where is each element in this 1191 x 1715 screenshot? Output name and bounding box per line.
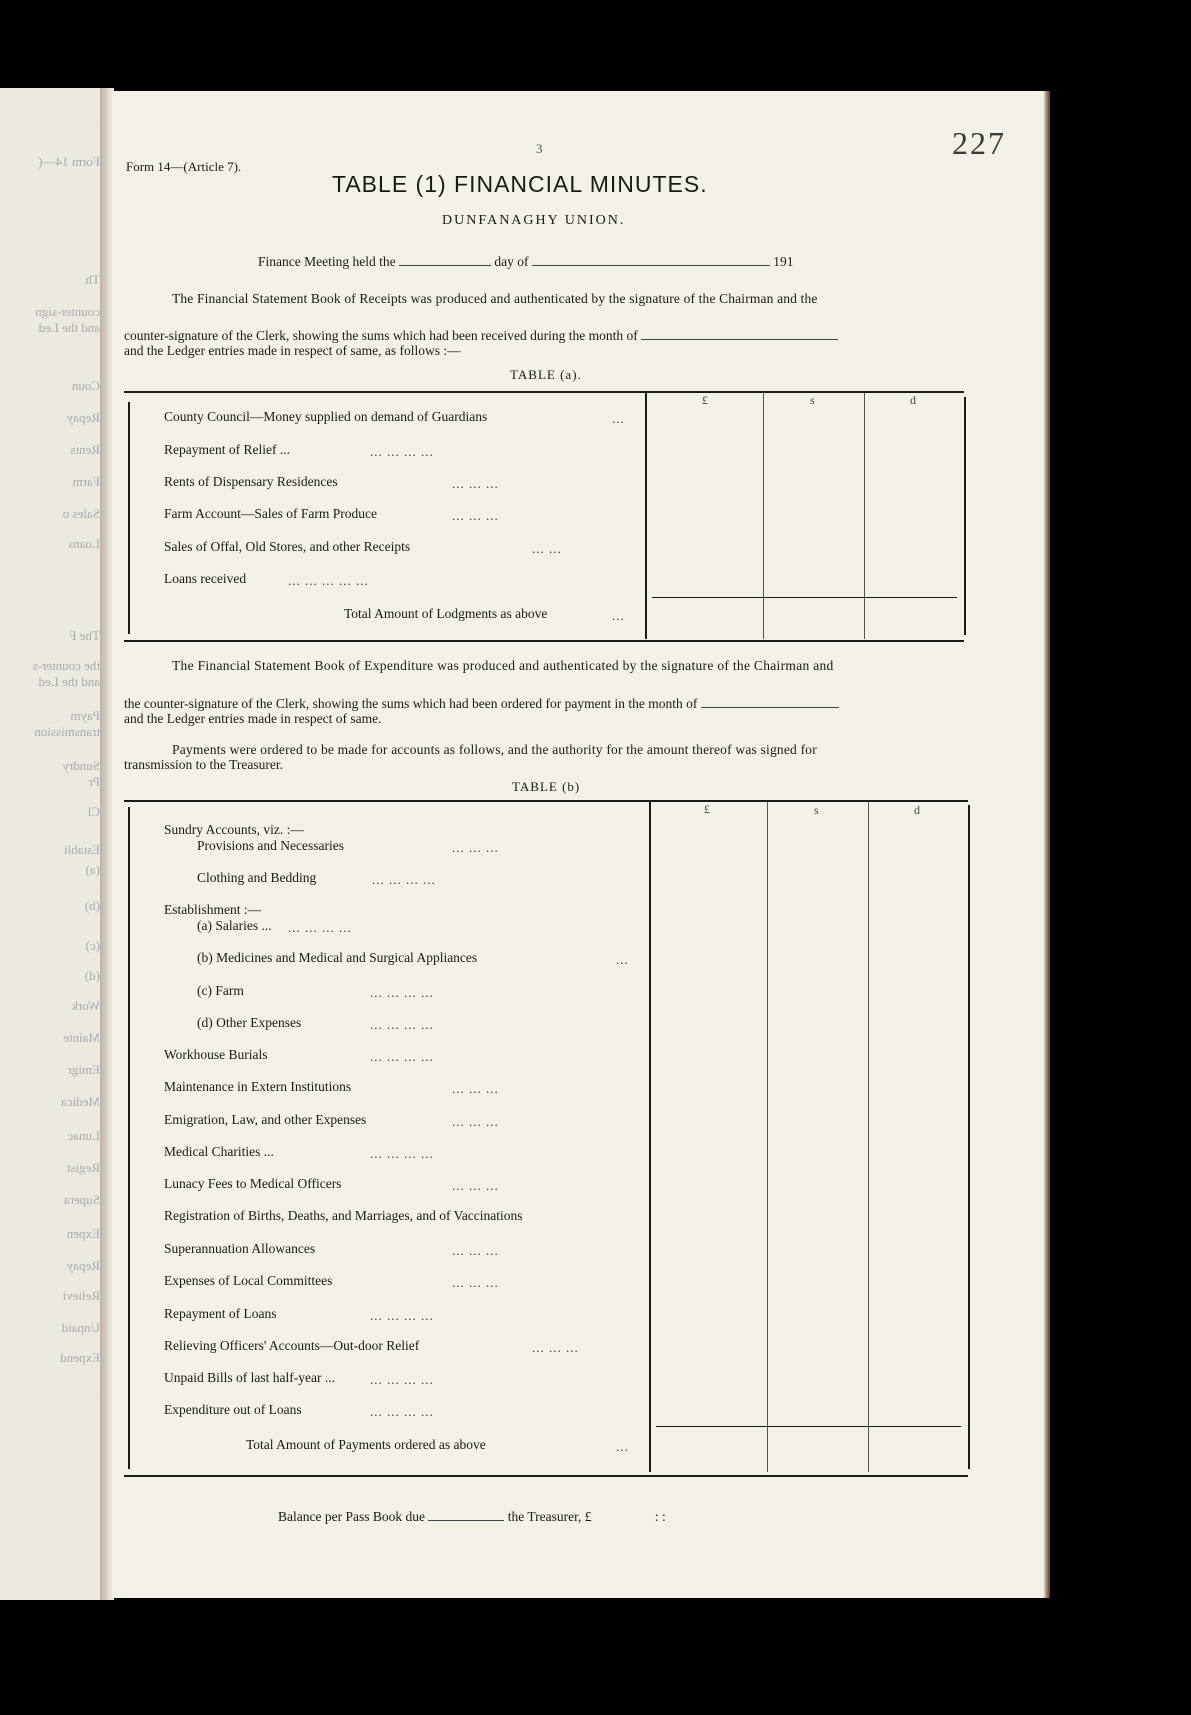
bleed-through-text: Cl	[87, 804, 100, 819]
table-a-col-shillings: s	[810, 393, 815, 407]
bleed-through-text: Repay	[66, 1258, 100, 1273]
bleed-through-text: Supera	[63, 1192, 100, 1207]
bleed-through-text: transmission	[34, 724, 100, 739]
bleed-through-text: Mainte	[63, 1030, 100, 1045]
table-a-row-repayment-relief: Repayment of Relief ...	[164, 442, 290, 457]
table-a-row-loans: Loans received	[164, 571, 247, 586]
leader-dots: ...	[616, 1439, 629, 1454]
bleed-through-text: Lunac	[67, 1128, 100, 1143]
table-b-row: Clothing and Bedding	[197, 870, 317, 885]
leader-dots: ... ... ... ...	[370, 1049, 434, 1064]
form-number: Form 14—(Article 7).	[126, 159, 242, 174]
bleed-through-text: Repay	[66, 410, 100, 425]
table-b-row: Lunacy Fees to Medical Officers	[164, 1176, 342, 1191]
bleed-through-text: Coun	[71, 378, 100, 393]
leader-dots: ... ... ...	[452, 1275, 499, 1290]
leader-dots: ... ... ... ...	[370, 444, 434, 459]
table-b-row: Relieving Officers' Accounts—Out-door Relief	[164, 1338, 420, 1353]
bleed-through-text: Expen	[66, 1226, 100, 1241]
bleed-through-text: Loans	[68, 536, 100, 551]
leader-dots: ... ... ... ...	[370, 985, 434, 1000]
bleed-through-text: and the Led	[38, 320, 100, 335]
receipts-month-blank[interactable]	[641, 327, 838, 340]
expenditure-line-1: The Financial Statement Book of Expenditure was produced and authenticated by the signature of the Chairman and	[172, 658, 834, 673]
leader-dots: ... ... ...	[452, 1114, 499, 1129]
table-a-col-pounds: £	[702, 393, 708, 407]
page-title: TABLE (1) FINANCIAL MINUTES.	[332, 171, 708, 197]
form-page	[112, 91, 1044, 1598]
bleed-through-text: Paym	[70, 708, 100, 723]
table-b-row: Superannuation Allowances	[164, 1241, 316, 1256]
table-b-caption: TABLE (b)	[512, 779, 581, 794]
balance-blank[interactable]	[428, 1508, 504, 1521]
left-page-edge	[0, 88, 104, 1600]
bleed-through-text: Sales o	[62, 506, 100, 521]
table-b-row: Expenditure out of Loans	[164, 1402, 302, 1417]
meeting-day-blank[interactable]	[399, 253, 491, 266]
bleed-through-text: counter-sign	[35, 304, 100, 319]
bleed-through-text: (d)	[84, 968, 100, 983]
table-b-total: Total Amount of Payments ordered as above	[246, 1437, 486, 1452]
bleed-through-text: Th	[85, 272, 100, 287]
expenditure-line-3: and the Ledger entries made in respect of same.	[124, 711, 382, 726]
bleed-through-text: The F	[69, 628, 100, 643]
leader-dots: ... ... ... ...	[370, 1404, 434, 1419]
meeting-month-blank[interactable]	[532, 253, 770, 266]
meeting-prefix: Finance Meeting held the	[258, 254, 396, 269]
receipts-line-3: and the Ledger entries made in respect of same, as follows :—	[124, 343, 461, 358]
expenditure-line-4: Payments were ordered to be made for accounts as follows, and the authority for the amount thereof was signed for	[172, 742, 817, 757]
expenditure-line-2: the counter-signature of the Clerk, showing the sums which had been ordered for payment in the month of	[124, 695, 839, 712]
leader-dots: ... ... ... ...	[370, 1308, 434, 1323]
table-a-total: Total Amount of Lodgments as above	[344, 606, 548, 621]
table-b-row: Medical Charities ...	[164, 1144, 274, 1159]
table-b-row: (b) Medicines and Medical and Surgical Appliances	[197, 950, 478, 965]
table-b-col-pence: d	[914, 803, 920, 817]
leader-dots: ... ... ... ...	[370, 1372, 434, 1387]
table-a-row-rents: Rents of Dispensary Residences	[164, 474, 338, 489]
meeting-line	[258, 253, 793, 270]
bleed-through-text: Form 14—(	[38, 154, 100, 169]
leader-dots: ...	[612, 608, 625, 623]
balance-line: Balance per Pass Book due the Treasurer, £ : :	[278, 1509, 666, 1524]
table-b-col-shillings: s	[814, 803, 819, 817]
leader-dots: ...	[612, 411, 625, 426]
leader-dots: ... ... ... ... ...	[288, 573, 369, 588]
table-b-row: Establishment :—	[164, 902, 262, 917]
table-b-row: (d) Other Expenses	[197, 1015, 302, 1030]
bleed-through-text: Medica	[61, 1094, 100, 1109]
leader-dots: ... ... ...	[452, 840, 499, 855]
bleed-through-text: Emigr	[67, 1062, 100, 1077]
table-b-row: Sundry Accounts, viz. :—	[164, 822, 304, 837]
receipts-line-1: The Financial Statement Book of Receipts was produced and authenticated by the signature of the Chairman and the	[172, 291, 818, 306]
bleed-through-text: Rents	[70, 442, 100, 457]
table-a-col-pence: d	[910, 393, 916, 407]
table-b-row: Expenses of Local Committees	[164, 1273, 333, 1288]
expenditure-line-5: transmission to the Treasurer.	[124, 757, 283, 772]
table-b-row: Provisions and Necessaries	[197, 838, 344, 853]
bleed-through-text: Pr	[88, 774, 100, 789]
table-b-row: Workhouse Burials	[164, 1047, 268, 1062]
leader-dots: ...	[616, 952, 629, 967]
meeting-mid: day of	[494, 254, 529, 269]
leader-dots: ... ... ...	[452, 508, 499, 523]
table-b-col-pounds: £	[704, 802, 710, 816]
page-edge	[1044, 91, 1050, 1598]
page-small-number: 3	[536, 141, 543, 156]
table-a-caption: TABLE (a).	[510, 367, 582, 382]
bleed-through-text: Unpaid	[61, 1320, 100, 1335]
table-a-row-sales: Sales of Offal, Old Stores, and other Receipts	[164, 539, 411, 554]
table-b-row: (a) Salaries ...	[197, 918, 272, 933]
leader-dots: ... ... ...	[452, 1178, 499, 1193]
receipts-line-2: counter-signature of the Clerk, showing the sums which had been received during the month of	[124, 327, 838, 344]
table-a-row-farm: Farm Account—Sales of Farm Produce	[164, 506, 377, 521]
bleed-through-text: Expend	[60, 1350, 100, 1365]
bleed-through-text: (a)	[85, 862, 100, 877]
leader-dots: ... ... ... ...	[288, 920, 352, 935]
leader-dots: ... ...	[532, 541, 562, 556]
bleed-through-text: and the Led	[38, 674, 100, 689]
bleed-through-text: Sundry	[62, 758, 100, 773]
bleed-through-text: Farm	[72, 474, 100, 489]
leader-dots: ... ... ... ...	[370, 1017, 434, 1032]
leader-dots: ... ... ... ...	[370, 1146, 434, 1161]
bleed-through-text: Relievi	[62, 1288, 100, 1303]
bleed-through-text: Establi	[63, 842, 100, 857]
table-b-row: Repayment of Loans	[164, 1306, 277, 1321]
page-number: 227	[952, 125, 1006, 161]
bleed-through-text: (c)	[85, 938, 100, 953]
meeting-suffix: 191	[773, 254, 794, 269]
bleed-through-text: (b)	[84, 898, 100, 913]
leader-dots: ... ... ...	[532, 1340, 579, 1355]
table-b-row: Emigration, Law, and other Expenses	[164, 1112, 367, 1127]
table-b-row: Maintenance in Extern Institutions	[164, 1079, 352, 1094]
bleed-through-text: Regist	[66, 1160, 100, 1175]
leader-dots: ... ... ...	[452, 476, 499, 491]
bleed-through-text: the counter-s	[32, 658, 100, 673]
bleed-through-text: Work	[71, 998, 100, 1013]
balance-separators: : :	[654, 1509, 666, 1524]
table-b-row: (c) Farm	[197, 983, 244, 998]
table-b-row: Unpaid Bills of last half-year ...	[164, 1370, 335, 1385]
leader-dots: ... ... ...	[452, 1081, 499, 1096]
expenditure-month-blank[interactable]	[701, 695, 839, 708]
table-b-row: Registration of Births, Deaths, and Marriages, and of Vaccinations	[164, 1208, 523, 1223]
table-a-row-county-council: County Council—Money supplied on demand of Guardians	[164, 409, 488, 424]
leader-dots: ... ... ...	[452, 1243, 499, 1258]
leader-dots: ... ... ... ...	[372, 872, 436, 887]
union-name: DUNFANAGHY UNION.	[442, 213, 626, 228]
